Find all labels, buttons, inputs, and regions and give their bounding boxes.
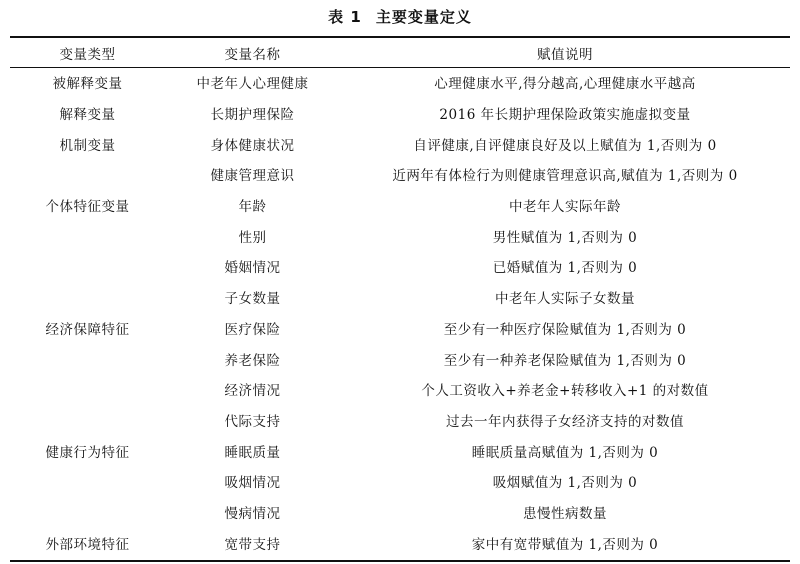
variable-type-cell — [10, 159, 165, 190]
table-row — [10, 313, 790, 344]
table-row — [10, 282, 790, 313]
variable-name-cell: 睡眠质量 — [224, 444, 281, 461]
assignment-description-cell: 吸烟赋值为 1,否则为 0 — [492, 475, 638, 492]
header-row — [10, 38, 790, 67]
variable-name-cell: 代际支持 — [224, 413, 281, 430]
assignment-description-cell: 过去一年内获得子女经济支持的对数值 — [446, 413, 684, 430]
variable-name-cell: 慢病情况 — [224, 505, 281, 522]
header-assignment-description: 赋值说明 — [537, 46, 593, 63]
variable-name-cell: 婚姻情况 — [224, 260, 281, 277]
variable-name-cell: 医疗保险 — [224, 321, 281, 338]
variable-type-cell: 解释变量 — [59, 107, 116, 124]
assignment-description-cell: 心理健康水平,得分越高,心理健康水平越高 — [434, 76, 696, 93]
assignment-description-cell: 个人工资收入+养老金+转移收入+1 的对数值 — [421, 383, 709, 400]
table-row — [10, 67, 790, 98]
variable-type-cell — [10, 405, 165, 436]
variable-name-cell: 年龄 — [238, 199, 267, 216]
table-row — [10, 527, 790, 558]
table-row — [10, 466, 790, 497]
variable-name-cell: 养老保险 — [224, 352, 281, 369]
assignment-description-cell: 睡眠质量高赋值为 1,否则为 0 — [471, 444, 659, 461]
variable-type-cell: 机制变量 — [59, 137, 116, 154]
variable-name-cell: 性别 — [238, 229, 267, 246]
assignment-description-cell: 家中有宽带赋值为 1,否则为 0 — [471, 536, 659, 553]
assignment-description-cell: 中老年人实际子女数量 — [495, 291, 635, 308]
variable-type-cell — [10, 282, 165, 313]
assignment-description-cell: 已婚赋值为 1,否则为 0 — [492, 260, 638, 277]
table-row — [10, 98, 790, 129]
assignment-description-cell: 至少有一种养老保险赋值为 1,否则为 0 — [443, 352, 687, 369]
table-row — [10, 251, 790, 282]
assignment-description-cell: 中老年人实际年龄 — [509, 199, 621, 216]
assignment-description-cell: 近两年有体检行为则健康管理意识高,赋值为 1,否则为 0 — [392, 168, 738, 185]
bottom-rule — [10, 560, 790, 562]
variable-name-cell: 长期护理保险 — [210, 107, 295, 124]
variable-type-cell — [10, 374, 165, 405]
table-row — [10, 374, 790, 405]
variable-type-cell — [10, 343, 165, 374]
variable-type-cell — [10, 220, 165, 251]
table-row — [10, 220, 790, 251]
variable-name-cell: 经济情况 — [224, 383, 281, 400]
variable-name-cell: 健康管理意识 — [210, 168, 295, 185]
assignment-description-cell: 2016 年长期护理保险政策实施虚拟变量 — [439, 107, 691, 124]
variable-type-cell: 外部环境特征 — [45, 536, 130, 553]
header-variable-name: 变量名称 — [224, 46, 281, 63]
variable-type-cell: 被解释变量 — [52, 76, 123, 93]
header-variable-type: 变量类型 — [59, 46, 116, 63]
assignment-description-cell: 至少有一种医疗保险赋值为 1,否则为 0 — [443, 321, 687, 338]
variable-type-cell: 经济保障特征 — [45, 321, 130, 338]
variable-type-cell — [10, 497, 165, 528]
variable-name-cell: 身体健康状况 — [210, 137, 295, 154]
variable-type-cell: 个体特征变量 — [45, 199, 130, 216]
table-body — [10, 67, 790, 558]
assignment-description-cell: 患慢性病数量 — [523, 505, 607, 522]
variable-name-cell: 吸烟情况 — [224, 475, 281, 492]
table-row — [10, 128, 790, 159]
variable-type-cell: 健康行为特征 — [45, 444, 130, 461]
table-row — [10, 190, 790, 221]
variable-name-cell: 中老年人心理健康 — [196, 76, 309, 93]
assignment-description-cell: 男性赋值为 1,否则为 0 — [492, 229, 638, 246]
variable-type-cell — [10, 251, 165, 282]
assignment-description-cell: 自评健康,自评健康良好及以上赋值为 1,否则为 0 — [413, 137, 717, 154]
table-caption — [0, 7, 800, 27]
table-number: 表 1 — [328, 8, 362, 26]
variable-name-cell: 宽带支持 — [224, 536, 281, 553]
table-row — [10, 343, 790, 374]
variable-name-cell: 子女数量 — [224, 291, 281, 308]
table-title: 主要变量定义 — [375, 8, 472, 26]
variable-definition-table — [10, 38, 790, 558]
table-row — [10, 405, 790, 436]
table-row — [10, 497, 790, 528]
table-row — [10, 435, 790, 466]
table-row — [10, 159, 790, 190]
variable-type-cell — [10, 466, 165, 497]
